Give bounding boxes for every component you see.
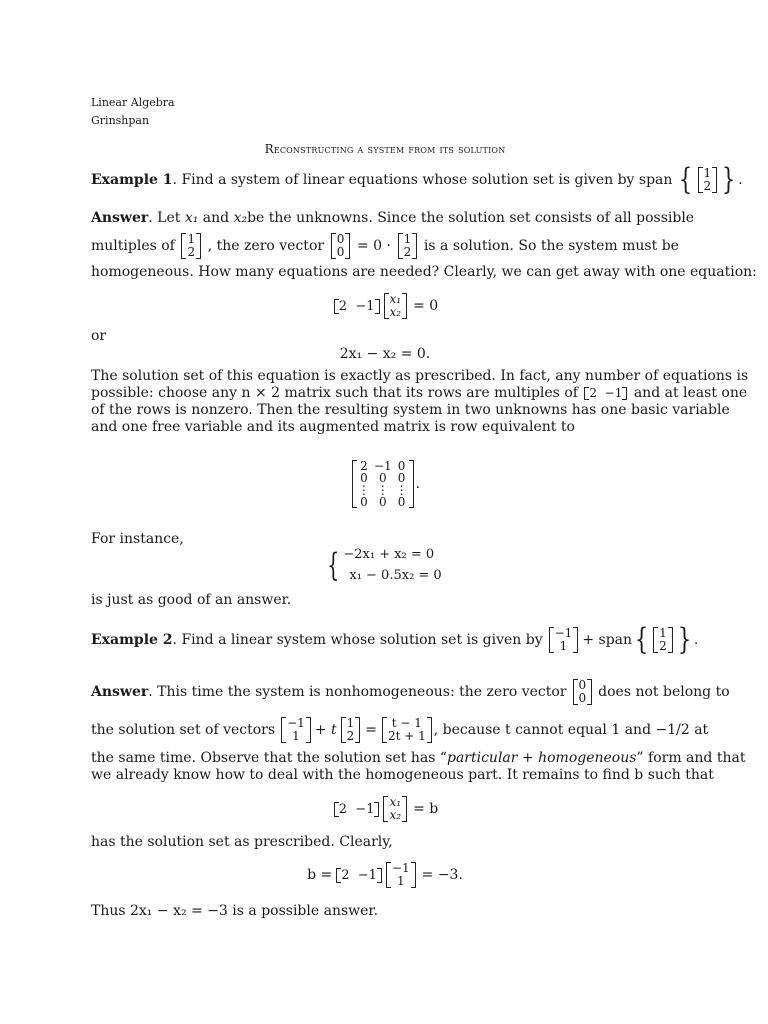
particular-vector: −1 1 — [549, 627, 579, 653]
coefficient-row: 2 −1 — [334, 299, 380, 314]
answer-2-line-4: we already know how to deal with the homogeneous part. It remains to find b such that — [91, 767, 714, 783]
para-line-3: of the rows is nonzero. Then the resulting system in two unknowns has one basic variable — [91, 402, 730, 418]
span-vector: 1 2 — [698, 167, 718, 193]
answer-1-label: Answer — [91, 210, 149, 226]
para-line-2: possible: choose any n × 2 matrix such that its rows are multiples of 2 −1 and at least one — [91, 385, 748, 401]
unknown-vector: x₁ x₂ — [384, 293, 408, 319]
answer-2-line-1: Answer . This time the system is nonhomogeneous: the zero vector 0 0 does not belong to — [91, 678, 730, 705]
b-computation: b = 2 −1 −1 1 = −3. — [307, 861, 463, 888]
good-answer-text: is just as good of an answer. — [91, 592, 292, 608]
or-text: or — [91, 328, 107, 344]
example-2: Example 2 . Find a linear system whose solution set is given by −1 1 + span { 1 2 } . — [91, 622, 699, 657]
answer-1-line-1: Answer. Let x₁ and x₂ be the unknowns. Since the solution set consists of all possible — [91, 210, 695, 226]
multiple-vector: 1 2 — [181, 233, 201, 259]
course-name: Linear Algebra — [91, 96, 175, 109]
answer-1-line-2: multiples of 1 2 , the zero vector 0 0 = 0 · 1 2 is a solution. So the system must be — [91, 232, 679, 259]
example-1-text: . Find a system of linear equations whose solution set is given by span — [172, 171, 673, 188]
example-2-label: Example 2 — [91, 631, 173, 648]
para-line-1: The solution set of this equation is exactly as prescribed. In fact, any number of equations is — [91, 368, 749, 384]
para-line-4: and one free variable and its augmented matrix is row equivalent to — [91, 419, 575, 435]
answer-2-line-2: the solution set of vectors −1 1 + t 1 2 = t − 1 2t + 1 , because t cannot equal 1 and −1/2 at — [91, 716, 709, 743]
scaled-vector: 1 2 — [398, 233, 418, 259]
for-instance-text: For instance, — [91, 531, 184, 547]
equation-b: 2 −1 x₁ x₂ = b — [91, 790, 679, 828]
zero-vector: 0 0 — [331, 233, 351, 259]
example-system: { −2x₁ + x₂ = 0 x₁ − 0.5x₂ = 0 — [327, 546, 442, 584]
augmented-matrix: 2 −1 0 0 0 0 ⋮ ⋮ ⋮ 0 0 0 . — [91, 444, 679, 524]
page-title: Reconstructing a system from its solution — [264, 142, 506, 156]
answer-2-line-5: has the solution set as prescribed. Clearly, — [91, 834, 393, 850]
example-1-label: Example 1 — [91, 171, 173, 188]
example-1: Example 1 . Find a system of linear equations whose solution set is given by span { 1 2 } . — [91, 162, 743, 197]
equation-linear: 2x₁ − x₂ = 0. — [339, 346, 431, 362]
right-brace: } — [722, 162, 736, 197]
answer-1-text: be the unknowns. Since the solution set consists of all possible — [247, 210, 695, 226]
answer-2-line-3: the same time. Observe that the solution set has “particular + homogeneous” form and that — [91, 750, 746, 766]
equation-matrix-form: 2 −1 x₁ x₂ = 0 — [91, 287, 679, 325]
author-name: Grinshpan — [91, 114, 150, 127]
left-brace: { — [679, 162, 693, 197]
final-answer: Thus 2x₁ − x₂ = −3 is a possible answer. — [91, 903, 379, 919]
homogeneous-vector: 1 2 — [653, 627, 673, 653]
answer-2-label: Answer — [91, 683, 149, 700]
answer-1-line-3: homogeneous. How many equations are needed? Clearly, we can get away with one equation: — [91, 264, 757, 280]
